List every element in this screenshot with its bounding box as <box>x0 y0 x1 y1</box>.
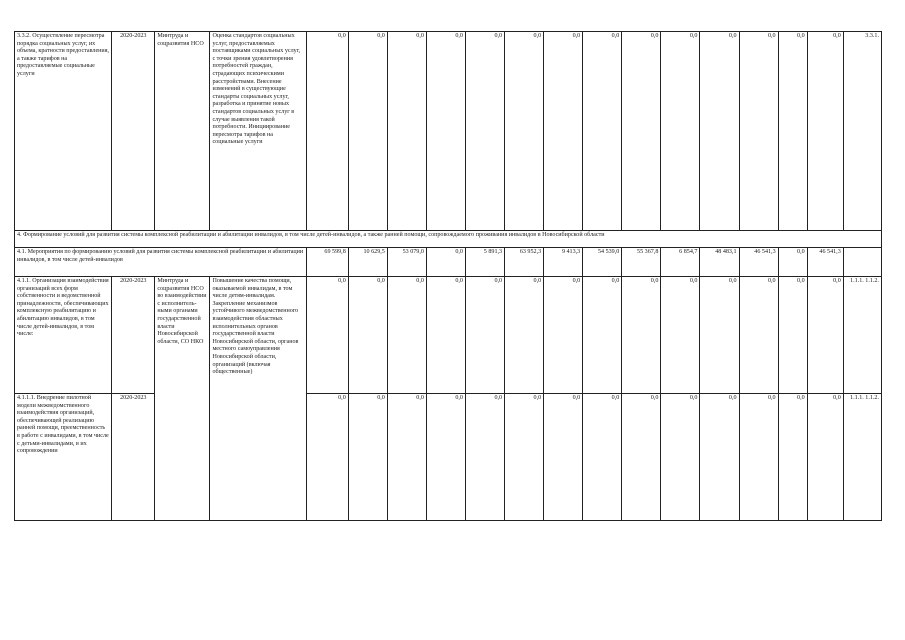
value-cell: 0,0 <box>622 32 661 231</box>
value-cell: 0,0 <box>544 32 583 231</box>
value-cell: 0,0 <box>583 277 622 394</box>
value-cell: 0,0 <box>661 394 700 521</box>
value-cell: 0,0 <box>700 277 739 394</box>
activity-group-name-cell: 4.1. Мероприятия по формированию условий для развития системы комплексной реабилитации и абилитации инвалидов, в том числе детей-инвалидов <box>15 248 307 277</box>
activity-name-cell: 3.3.2. Осуществление пересмотра порядка социальных услуг, их объема, кратности предоставления, а также тарифов на предоставляемые социальные услуги <box>15 32 112 231</box>
period-cell: 2020-2023 <box>112 32 155 231</box>
value-cell: 0,0 <box>387 32 426 231</box>
reference-cell: 1.1.1. 1.1.2. <box>843 277 881 394</box>
value-cell: 0,0 <box>739 32 778 231</box>
value-cell: 0,0 <box>778 32 807 231</box>
reference-cell: 1.1.1. 1.1.2. <box>843 394 881 521</box>
period-cell: 2020-2023 <box>112 277 155 394</box>
value-cell: 0,0 <box>387 394 426 521</box>
value-cell: 46 541,3 <box>739 248 778 277</box>
reference-cell: 3.3.1. <box>843 32 881 231</box>
value-cell: 0,0 <box>700 394 739 521</box>
value-cell: 0,0 <box>465 32 504 231</box>
value-cell: 0,0 <box>505 277 544 394</box>
expected-result-cell: Повышение качества помощи, оказываемой инвалидам, в том числе детям-инвалидам. Закрепление механизмов устойчивого межведомственного взаимодействия областных исполнительных органов государственной власти Новосибирской области, органов местного самоуправления Новосибирской области, организаций (включая общественные) <box>210 277 306 521</box>
value-cell: 0,0 <box>387 277 426 394</box>
executor-cell: Минтруда и соцразвития НСО <box>155 32 210 231</box>
activity-name-cell: 4.1.1. Организация взаимодействия организаций всех форм собственности и ведомственной принадлежности, обеспечивающих комплексную реабилитацию и абилитацию инвалидов, в том числе детей-инвалидов, в том числе: <box>15 277 112 394</box>
value-cell: 0,0 <box>306 394 348 521</box>
table-row-3-3-2 <box>15 32 882 231</box>
value-cell: 5 891,3 <box>465 248 504 277</box>
value-cell: 0,0 <box>426 32 465 231</box>
value-cell: 0,0 <box>622 394 661 521</box>
program-activities-table <box>14 31 882 521</box>
value-cell: 0,0 <box>583 394 622 521</box>
expected-result-cell: Оценка стандартов социальных услуг, предоставляемых поставщиками социальных услуг, с точки зрения удовлетворения потребностей граждан, страдающих психическими расстройствами. Внесение изменений в существующие стандарты социальных услуг, разработка и принятие новых стандартов социальных услуг в случае выявления такой потребности. Инициирование пересмотра тарифов на социальные услуги <box>210 32 306 231</box>
value-cell: 53 079,0 <box>387 248 426 277</box>
value-cell: 0,0 <box>426 277 465 394</box>
period-cell: 2020-2023 <box>112 394 155 521</box>
value-cell: 69 599,8 <box>306 248 348 277</box>
value-cell: 0,0 <box>348 32 387 231</box>
value-cell: 0,0 <box>807 394 843 521</box>
value-cell: 63 952,3 <box>505 248 544 277</box>
value-cell: 0,0 <box>778 248 807 277</box>
table-row-4-1-1-1 <box>15 394 882 521</box>
value-cell: 0,0 <box>505 32 544 231</box>
value-cell: 0,0 <box>778 277 807 394</box>
value-cell: 0,0 <box>622 277 661 394</box>
value-cell: 9 413,3 <box>544 248 583 277</box>
reference-cell <box>843 248 881 277</box>
value-cell: 46 541,3 <box>807 248 843 277</box>
value-cell: 0,0 <box>465 277 504 394</box>
value-cell: 0,0 <box>306 32 348 231</box>
value-cell: 0,0 <box>739 394 778 521</box>
value-cell: 0,0 <box>465 394 504 521</box>
value-cell: 0,0 <box>348 277 387 394</box>
value-cell: 6 854,7 <box>661 248 700 277</box>
value-cell: 0,0 <box>544 394 583 521</box>
value-cell: 0,0 <box>426 248 465 277</box>
value-cell: 0,0 <box>807 277 843 394</box>
table-row-4-1-1 <box>15 277 882 394</box>
section-heading-row <box>15 231 882 248</box>
value-cell: 55 367,8 <box>622 248 661 277</box>
value-cell: 48 483,1 <box>700 248 739 277</box>
executor-cell: Минтруда и соцразвития НСО во взаимодействии с исполнитель-ными органами государственной власти Новосибирской области, СО НКО <box>155 277 210 521</box>
value-cell: 0,0 <box>426 394 465 521</box>
value-cell: 54 539,0 <box>583 248 622 277</box>
value-cell: 0,0 <box>544 277 583 394</box>
section-heading: 4. Формирование условий для развития системы комплексной реабилитации и абилитации инвалидов, в том числе детей-инвалидов, а также ранней помощи, сопровождаемого проживания инвалидов в Новосибирской области <box>15 231 882 248</box>
value-cell: 0,0 <box>661 32 700 231</box>
value-cell: 0,0 <box>583 32 622 231</box>
table-row-4-1 <box>15 248 882 277</box>
value-cell: 0,0 <box>306 277 348 394</box>
value-cell: 0,0 <box>348 394 387 521</box>
value-cell: 0,0 <box>807 32 843 231</box>
value-cell: 0,0 <box>505 394 544 521</box>
value-cell: 0,0 <box>778 394 807 521</box>
value-cell: 0,0 <box>661 277 700 394</box>
value-cell: 10 629,5 <box>348 248 387 277</box>
activity-name-cell: 4.1.1.1. Внедрение пилотной модели межведомственного взаимодействия организаций, обеспечивающей реализацию ранней помощи, преемственность в работе с инвалидами, в том числе с детьми-инвалидами, в их сопровождении <box>15 394 112 521</box>
value-cell: 0,0 <box>700 32 739 231</box>
value-cell: 0,0 <box>739 277 778 394</box>
